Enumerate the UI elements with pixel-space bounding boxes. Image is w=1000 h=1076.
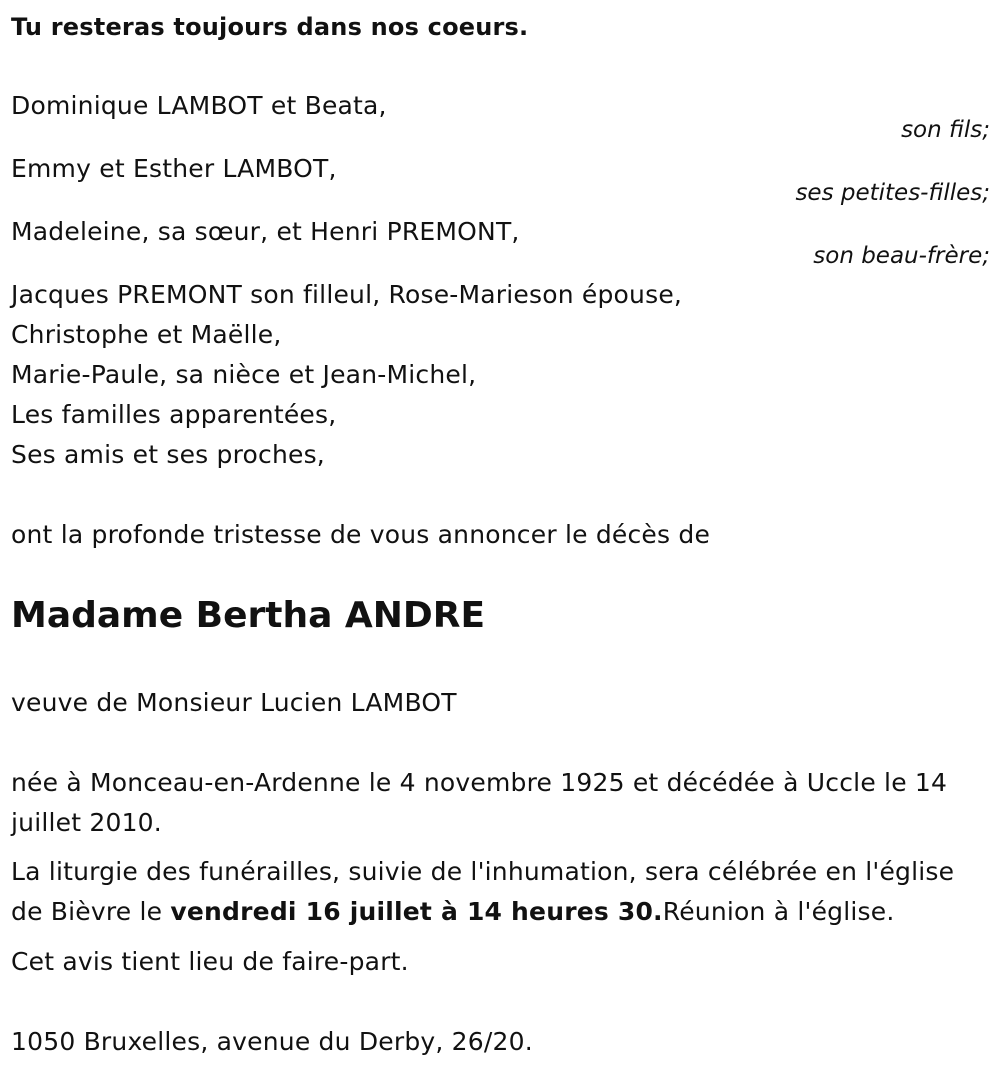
other-relative: Ses amis et ses proches, bbox=[11, 440, 325, 469]
other-relative: Christophe et Maëlle, bbox=[11, 320, 282, 349]
other-relative: Marie-Paule, sa nièce et Jean-Michel, bbox=[11, 360, 477, 389]
widow-of: veuve de Monsieur Lucien LAMBOT bbox=[11, 688, 457, 717]
funeral-text-after: Réunion à l'église. bbox=[662, 897, 895, 926]
funeral-text-before: La liturgie des funérailles, suivie de l'inhumation, sera célébrée en l'église de Bièvre le bbox=[11, 857, 955, 926]
relation-son: son fils; bbox=[901, 117, 990, 143]
deceased-name: Madame Bertha ANDRE bbox=[11, 595, 486, 636]
family-member-sister: Madeleine, sa sœur, et Henri PREMONT, bbox=[11, 217, 520, 246]
relation-brother-in-law: son beau-frère; bbox=[813, 243, 990, 269]
birth-death-dates: née à Monceau-en-Ardenne le 4 novembre 1925 et décédée à Uccle le 14 juillet 2010. bbox=[11, 768, 948, 837]
family-member-son: Dominique LAMBOT et Beata, bbox=[11, 91, 387, 120]
other-relative: Jacques PREMONT son filleul, Rose-Marieson épouse, bbox=[11, 280, 683, 309]
motto: Tu resteras toujours dans nos coeurs. bbox=[11, 13, 529, 41]
funeral-details bbox=[11, 852, 986, 932]
other-relative: Les familles apparentées, bbox=[11, 400, 337, 429]
relation-granddaughters: ses petites-filles; bbox=[795, 180, 990, 206]
family-member-granddaughters: Emmy et Esther LAMBOT, bbox=[11, 154, 337, 183]
address: 1050 Bruxelles, avenue du Derby, 26/20. bbox=[11, 1027, 533, 1056]
announcement-text: ont la profonde tristesse de vous annoncer le décès de bbox=[11, 520, 711, 549]
notice-text: Cet avis tient lieu de faire-part. bbox=[11, 947, 409, 976]
funeral-date-time: vendredi 16 juillet à 14 heures 30. bbox=[170, 897, 663, 926]
